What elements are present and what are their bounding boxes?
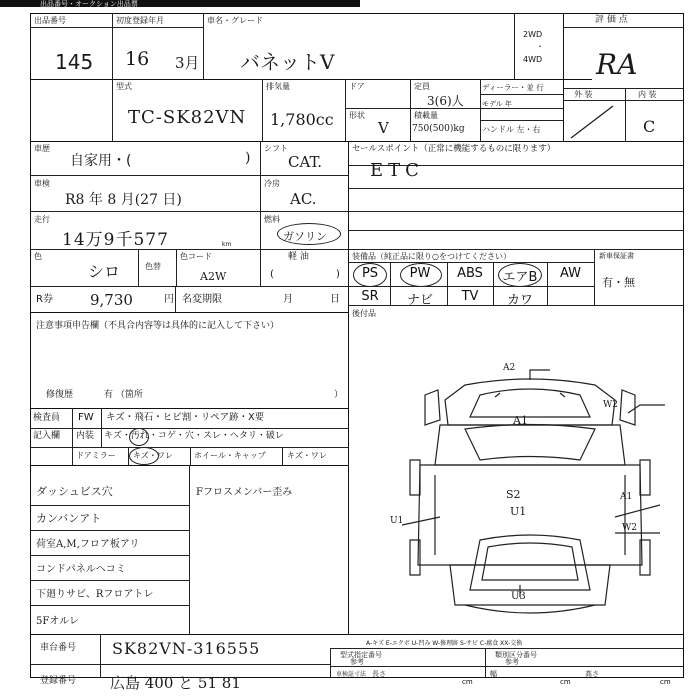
note-1: ダッシュビス穴	[36, 485, 113, 498]
equip-aw: AW	[559, 266, 582, 281]
usage-value: 自家用・(	[70, 153, 132, 169]
repair-close: ）	[334, 390, 344, 400]
mark-a2: A2	[503, 363, 516, 373]
inspector-wheel: ホイール・キャップ	[194, 451, 266, 460]
score-label: 評 価 点	[595, 15, 628, 25]
sales-value: ETC	[370, 160, 424, 181]
mark-s2: S2	[506, 488, 521, 501]
equip-ps: PS	[361, 266, 379, 281]
post-install-label: 後付品	[352, 309, 376, 318]
drive-2wd: 2WD	[523, 30, 543, 39]
expiry-day: 日	[330, 294, 340, 305]
color-value: シロ	[88, 262, 121, 281]
reg-year: 16	[125, 48, 150, 70]
inspector-fw: FW	[78, 412, 94, 423]
inspector-mirror-text: キズ・ワレ	[133, 451, 173, 460]
title-fragment: 出品番号・オークション出品票	[40, 0, 138, 8]
warranty-value: 有・無	[602, 276, 635, 289]
mileage-value: 14万9千577	[62, 230, 169, 250]
mark-u1-left: U1	[390, 516, 404, 526]
inspector-mirror: ドアミラー	[76, 451, 116, 460]
recycle-label: R券	[36, 294, 53, 305]
model-code: TC-SK82VN	[128, 107, 247, 128]
sales-label: セールスポイント（正常に機能するものに限ります）	[352, 144, 556, 154]
circle-ps	[353, 263, 387, 287]
mileage-label: 走行	[34, 215, 50, 224]
drive-dot: ・	[536, 42, 544, 51]
mark-circle-2	[129, 447, 159, 465]
mark-circle-1	[129, 428, 149, 446]
mark-a1-front: A1	[513, 414, 528, 427]
note-3: 荷室A,M,フロア板アリ	[36, 539, 140, 550]
displacement-label: 排気量	[266, 82, 290, 91]
door-label: ドア	[349, 82, 365, 91]
lot-number: 145	[55, 50, 94, 74]
reg-number: 広島 400 と 51 81	[110, 674, 241, 692]
usage-label: 車歴	[34, 144, 50, 153]
equip-tv: TV	[461, 289, 479, 304]
equip-navi: ナビ	[406, 293, 433, 308]
ac-value: AC.	[290, 190, 317, 208]
inspector-label-2: 記入欄	[33, 431, 61, 441]
note-2: カンバンアト	[36, 512, 102, 525]
shift-value: CAT.	[288, 153, 323, 171]
expiry-month: 月	[283, 294, 293, 305]
dimension-label: 車検証寸法	[336, 671, 367, 678]
dim-height-unit: cm	[660, 678, 671, 686]
capacity-label: 定員	[414, 82, 430, 91]
equip-abs: ABS	[457, 266, 483, 281]
note-right: Fフロスメンバー歪み	[196, 487, 293, 498]
expiry-label: 名変期限	[182, 294, 222, 305]
shift-label: シフト	[264, 144, 288, 153]
circle-airbag	[498, 263, 542, 287]
reg-label: 登録番号	[40, 676, 77, 686]
load-label: 積載量	[414, 111, 438, 120]
exterior-label: 外 装	[574, 90, 593, 99]
exterior-slash	[563, 100, 625, 141]
car-diagram	[380, 365, 680, 630]
inspection-value: R8 年 8 月(27 日)	[65, 192, 182, 208]
class-spec-label: 類別区分番号	[495, 651, 537, 659]
usage-close: )	[245, 150, 251, 166]
model-label: 型式	[116, 82, 132, 91]
reg-month: 3月	[175, 54, 200, 72]
shape-label: 形状	[349, 111, 365, 120]
inspector-interior: 内装	[76, 431, 95, 441]
inspection-label: 車検	[34, 179, 50, 188]
color-code-value: A2W	[200, 270, 227, 283]
lot-label: 出品番号	[34, 16, 66, 25]
dim-width: 幅	[490, 670, 497, 678]
inspector-interior-text: キズ・汚れ・コゲ・穴・スレ・ヘタリ・破レ	[104, 431, 284, 441]
fuel-value: ガソリン	[283, 230, 327, 243]
car-name: バネットV	[240, 50, 335, 74]
drive-4wd: 4WD	[523, 55, 543, 64]
recycle-unit: 円	[164, 294, 174, 305]
chassis-number: SK82VN-316555	[112, 639, 261, 658]
diesel-paren-open: (	[270, 269, 274, 280]
inspector-label-1: 検査員	[33, 413, 61, 423]
km-unit: km	[222, 241, 232, 248]
fuel-label: 燃料	[264, 215, 280, 224]
note-5: 下廻りサビ、Rフロアトレ	[36, 589, 154, 600]
type-spec-label: 型式指定番号	[340, 651, 382, 659]
circle-pw	[400, 263, 442, 287]
notes-label: 注意事項申告欄（不具合内容等は具体的に記入して下さい）	[36, 321, 280, 331]
color-code-label: 色コード	[180, 252, 212, 261]
chassis-label: 車台番号	[40, 643, 77, 653]
equip-cw: カワ	[506, 293, 533, 308]
interior-label: 内 装	[638, 90, 657, 99]
mark-w2-top: W2	[603, 400, 618, 410]
recycle-value: 9,730	[90, 291, 133, 309]
score-value: RA	[596, 48, 638, 81]
name-label: 車名・グレード	[207, 16, 263, 25]
diesel-paren-close: )	[336, 269, 340, 280]
equip-sr: SR	[361, 289, 379, 304]
note-4: コンドパネルヘコミ	[36, 564, 126, 575]
dim-height: 高さ	[585, 670, 599, 678]
mark-a1-right: A1	[620, 492, 633, 502]
dim-length-unit: cm	[462, 678, 473, 686]
mark-u3: U3	[511, 591, 526, 602]
interior-score: C	[643, 117, 656, 136]
equip-airbag: エアB	[502, 270, 538, 285]
first-reg-label: 初度登録年月	[116, 16, 164, 25]
inspector-fw-text: キズ・飛石・ヒビ割・リペア跡・X要	[106, 412, 265, 423]
shape-value: V	[378, 119, 389, 137]
equip-pw: PW	[409, 266, 431, 281]
color-change-label: 色替	[145, 262, 161, 271]
mark-u1-center: U1	[510, 505, 527, 518]
diesel-label: 軽 油	[288, 252, 309, 262]
inspector-wheel-text: キズ・ワレ	[287, 451, 327, 460]
displacement-value: 1,780cc	[270, 110, 334, 129]
ac-label: 冷房	[264, 179, 280, 188]
model-year-label: モデル 年	[482, 100, 512, 108]
dim-width-unit: cm	[560, 678, 571, 686]
dim-length: 長さ	[372, 670, 386, 678]
diagram-legend: A-キズ E-エクボ U-凹み W-修理跡 S-サビ C-腐食 XX-交換	[366, 640, 523, 647]
fuel-circle	[277, 223, 341, 245]
load-value: 750(500)kg	[412, 124, 465, 134]
color-label: 色	[34, 252, 42, 261]
equipment-label: 装備品（純正品に限り○をつけてください）	[352, 252, 511, 261]
dealer-label: ディーラー・並 行	[482, 83, 544, 92]
capacity-value: 3(6)人	[427, 94, 464, 108]
handle-label: ハンドル 左・右	[482, 125, 541, 134]
repair-value: 有 （箇所	[104, 390, 143, 400]
mark-w2-right: W2	[622, 523, 637, 533]
type-spec-sub: 参考	[350, 658, 364, 666]
class-spec-sub: 参考	[505, 658, 519, 666]
warranty-label: 新車保証書	[599, 252, 634, 260]
repair-label: 修復歴	[46, 390, 74, 400]
note-6: 5Fオルレ	[36, 616, 80, 627]
